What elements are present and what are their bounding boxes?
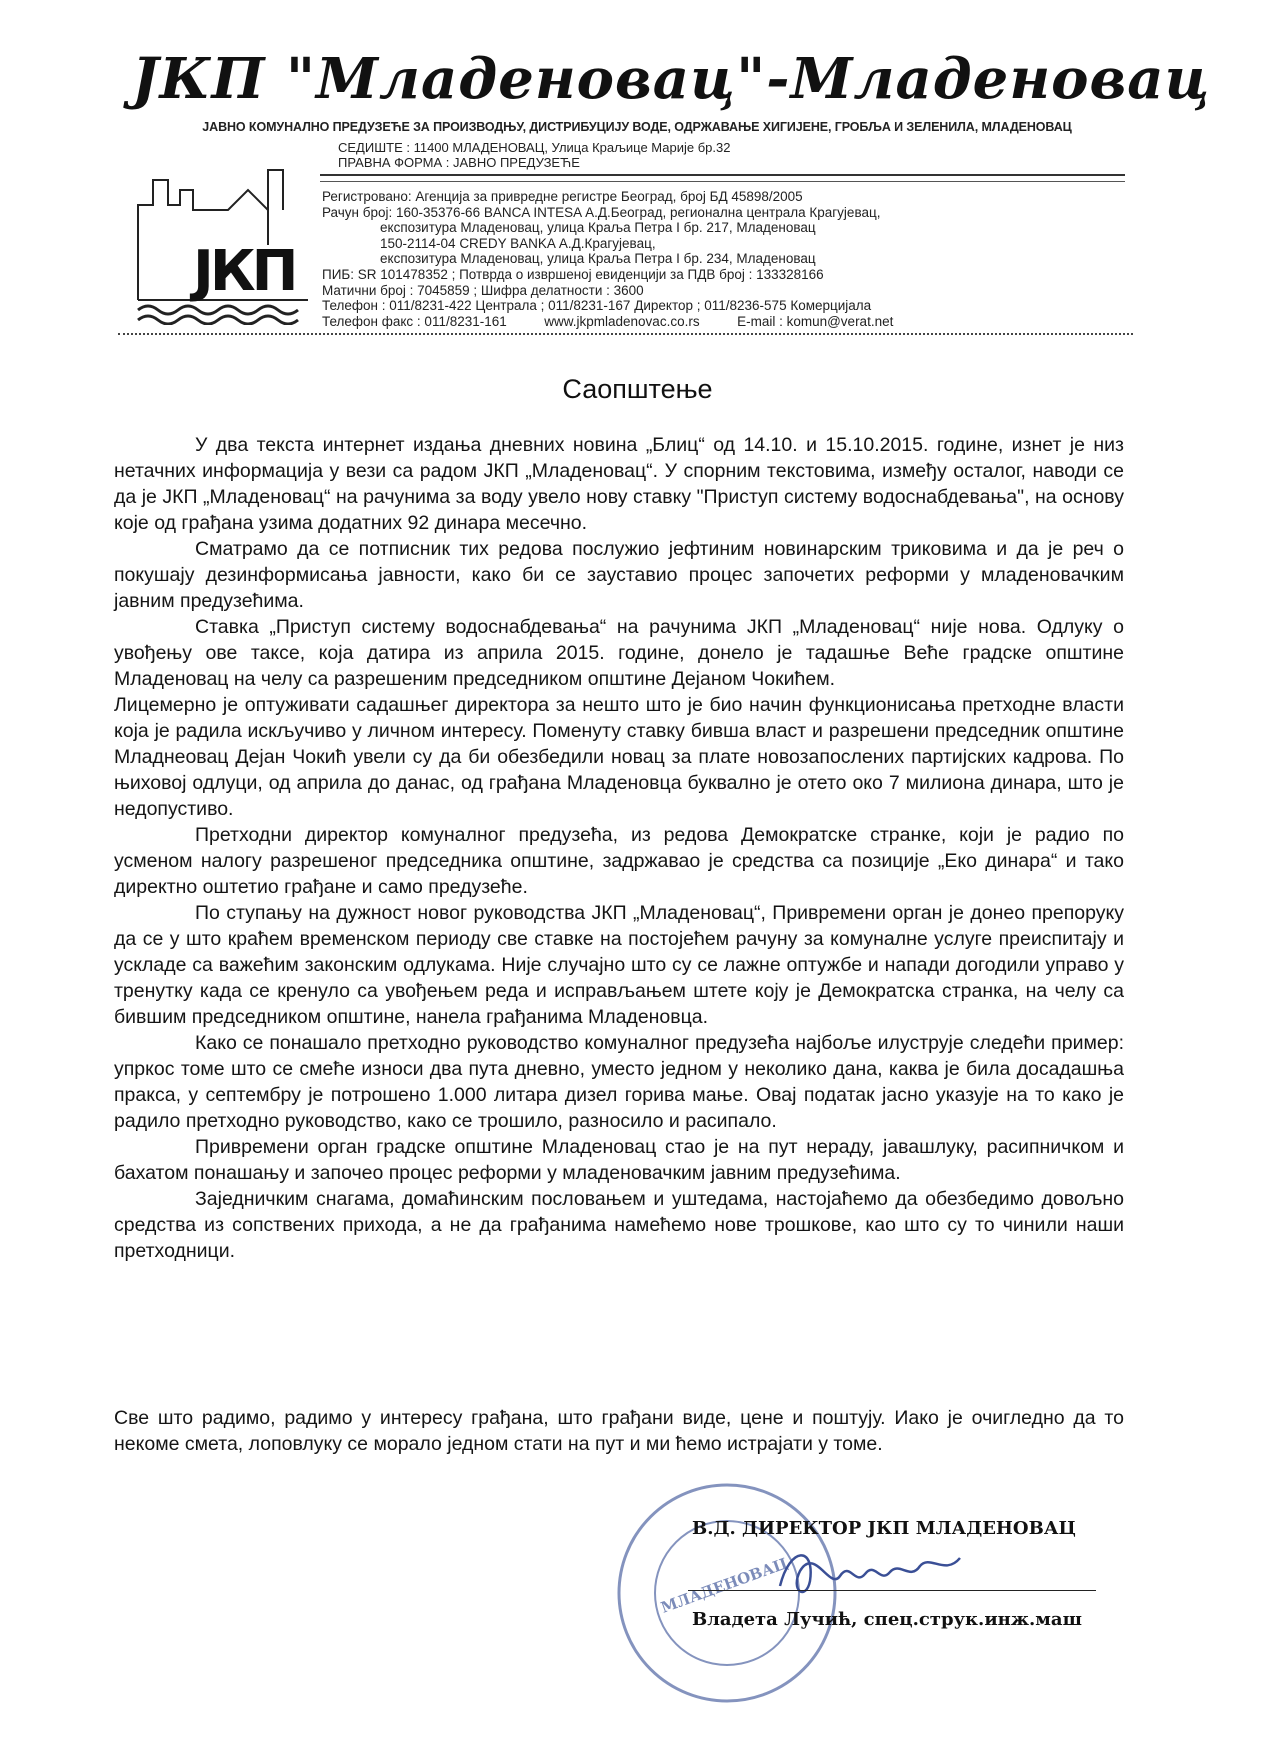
registration-line: Телефон факс : 011/8231-161 www.jkpmladenovac.co.rs E-mail : komun@verat.net — [322, 313, 894, 329]
registration-line: 150-2114-04 CREDY BANKA А.Д.Крагујевац, — [380, 235, 656, 251]
registration-line: Регистровано: Агенција за привредне регистре Београд, број БД 45898/2005 — [322, 189, 803, 204]
dotted-divider — [118, 333, 1133, 335]
registration-line: експозитура Младеновац, улица Краља Петра I бр. 217, Младеновац — [380, 220, 816, 236]
letterhead-title: ЈКП "Младеновац"-Младеновац — [132, 46, 1211, 112]
paragraph: Лицемерно је оптуживати садашњег директора за нешто што је био начин функционисања претходне власти која је радила искључиво у личном интересу. Поменуту ставку бивша власт и разрешени председник општине Младнеовац Дејан Чокић увели су да би обезбедили новац за плате новозапослених партијских кадрова. По њиховој одлуци, од априла до данас, од грађана Младеновца буквално је отето око 7 милиона динара, што је недопустиво. — [114, 694, 1124, 820]
registration-line: Телефон : 011/8231-422 Централа ; 011/8231-167 Директор ; 011/8236-575 Комерцијала — [322, 298, 872, 314]
paragraph: Привремени орган градске општине Младеновац стао је на пут нераду, јавашлуку, расипничком и бахатом понашању и започео процес реформи у младеновачким јавним предузећима. — [114, 1136, 1124, 1184]
company-logo — [118, 150, 328, 325]
company-seat: СЕДИШТЕ : 11400 МЛАДЕНОВАЦ, Улица Краљице Марије бр.32 — [338, 140, 731, 155]
document-body — [114, 432, 1124, 1264]
logo-text: ЈКП — [193, 239, 295, 304]
signature-line — [688, 1590, 1096, 1591]
registration-line: ПИБ: SR 101478352 ; Потврда о извршеној евиденцији за ПДВ број : 133328166 — [322, 266, 824, 282]
header-rule — [320, 174, 1125, 176]
stamp-center-text: МЛАДЕНОВАЦ — [658, 1554, 791, 1617]
registration-line: експозитура Младеновац, улица Краља Петра I бр. 234, Младеновац — [380, 251, 816, 267]
paragraph: У два текста интернет издања дневних новина „Блиц“ од 14.10. и 15.10.2015. године, изнет је низ нетачних информација у вези са радом ЈКП „Младеновац“. У спорним текстовима, између осталог, наводи се да је ЈКП „Младеновац“ на рачунима за воду увело нову ставку "Приступ систему водоснабдевања", на основу које од грађана узима додатних 92 динара месечно. — [114, 434, 1124, 534]
signatory-title: В.Д. ДИРЕКТОР ЈКП МЛАДЕНОВАЦ — [692, 1518, 1076, 1539]
paragraph: Претходни директор комуналног предузећа, из редова Демократске странке, који је радио по усменом налогу разрешеног председника општине, задржавао је средства са позиције „Еко динара“ и тако директно оштетио грађане и само предузеће. — [114, 824, 1124, 898]
signatory-name: Владета Лучић, спец.струк.инж.маш — [692, 1609, 1082, 1630]
registration-line: Рачун број: 160-35376-66 BANCA INTESA А.Д.Београд, регионална централа Крагујевац, — [322, 204, 881, 220]
document-title: Саопштење — [562, 374, 713, 404]
paragraph: Заједничким снагама, домаћинским пословањем и уштедама, настојаћемо да обезбедимо довољно средства из сопствених прихода, а не да грађанима намећемо нове трошкове, као што су то чинили наши претходници. — [114, 1188, 1124, 1262]
registration-line: Матични број : 7045859 ; Шифра делатности : 3600 — [322, 282, 644, 298]
paragraph: Ставка „Приступ систему водоснабдевања“ на рачунима ЈКП „Младеновац“ није нова. Одлуку о увођењу ове таксе, која датира из априла 2015. године, донело је тадашње Веће градске општине Младеновац на челу са разрешеним председником општине Дејаном Чокићем. — [114, 616, 1124, 690]
registration-block — [322, 189, 1122, 329]
paragraph: Како се понашало претходно руководство комуналног предузећа најбоље илуструје следећи пример: упркос томе што се смеће износи два пута дневно, уместо једном у неколико дана, каква је била досадашња пракса, у септембру је потрошено 1.000 литара дизел горива мање. Овај податак јасно указује на то како је радило претходно руководство, како се трошило, разносило и расипало. — [114, 1032, 1124, 1132]
header-rule-thin — [320, 181, 1125, 182]
company-full-name: ЈАВНО КОМУНАЛНО ПРЕДУЗЕЋЕ ЗА ПРОИЗВОДЊУ, ДИСТРИБУЦИЈУ ВОДЕ, ОДРЖАВАЊЕ ХИГИЈЕНЕ, ГРОБЉА И ЗЕЛЕНИЛА, МЛАДЕНОВАЦ — [202, 120, 1072, 134]
paragraph: Сматрамо да се потписник тих редова послужио јефтиним новинарским триковима и да је реч о покушају дезинформисања јавности, како би се зауставио процес започетих реформи у младеновачким јавним предузећима. — [114, 538, 1124, 612]
handwritten-signature — [770, 1536, 970, 1606]
paragraph: По ступању на дужност новог руководства ЈКП „Младеновац“, Привремени орган је донео препоруку да се у што краћем временском периоду све ставке на постојећем рачуну за комуналне услуге преиспитају и ускладе са важећим законским одлукама. Није случајно што су се лажне оптужбе и напади догодили управо у тренутку када се кренуло са увођењем реда и исправљањем штете коју је Демократска странка, на челу са бившим председником општине, нанела грађанима Младеновца. — [114, 902, 1124, 1028]
closing-statement: Све што радимо, радимо у интересу грађана, што грађани виде, цене и поштују. Иако је очигледно да то некоме смета, лоповлуку се морало једном стати на пут и ми ћемо истрајати у томе. — [114, 1407, 1124, 1455]
company-legal-form: ПРАВНА ФОРМА : ЈАВНО ПРЕДУЗЕЋЕ — [338, 155, 580, 170]
